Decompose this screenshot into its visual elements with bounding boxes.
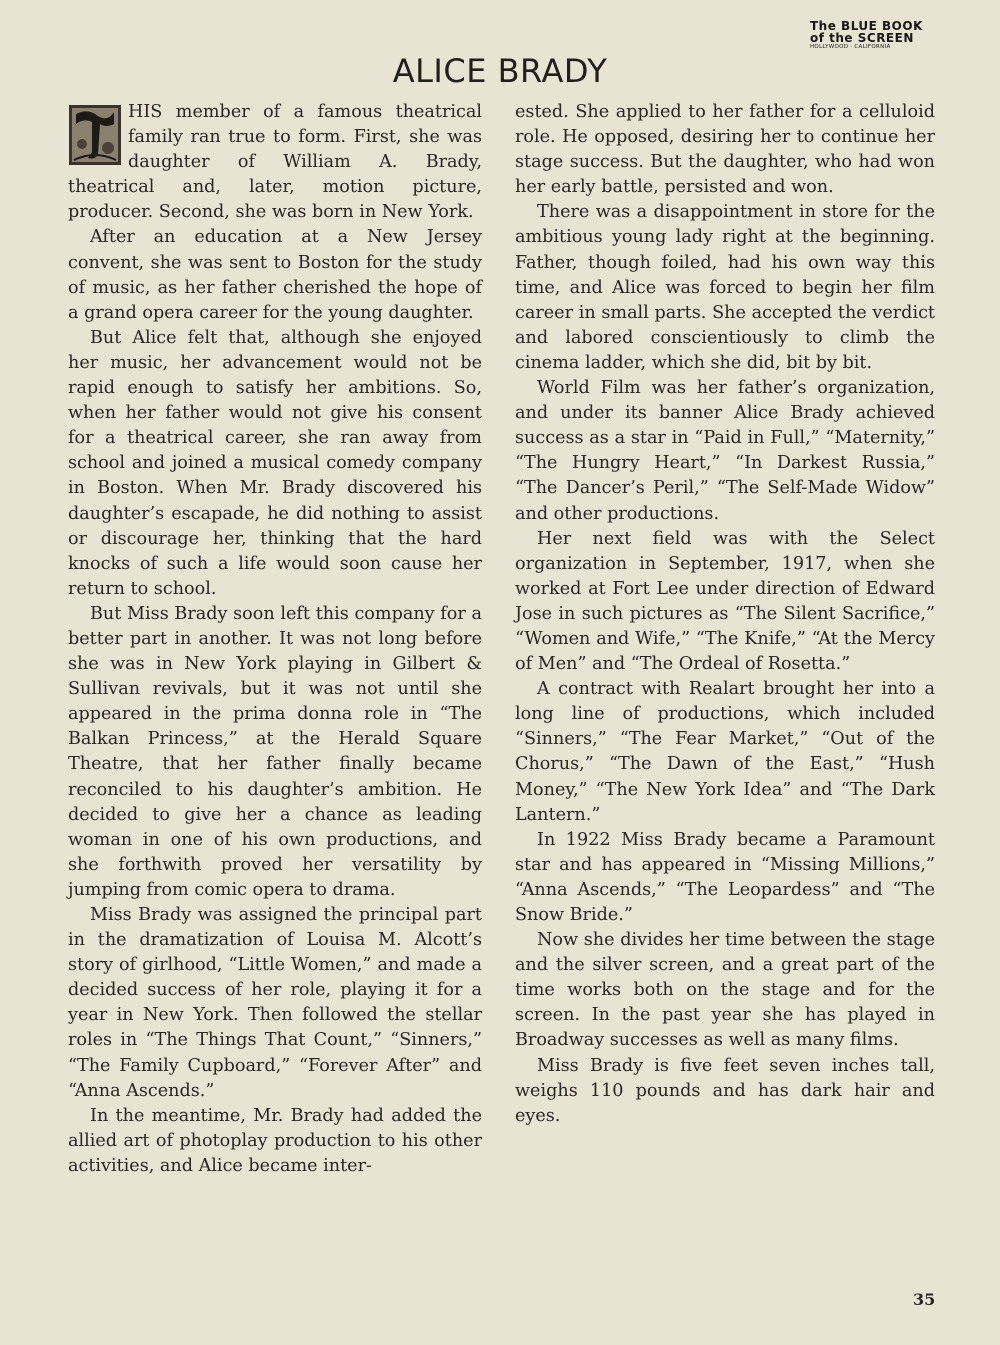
logo-line-1: The BLUE BOOK: [810, 19, 923, 33]
paragraph: But Miss Brady soon left this company for a better part in another. It was not long before she was in New York playing in Gilbert & Sullivan revivals, but it was not until she appeared in the prima donna role in “The Balkan Princess,” at the Herald Square Theatre, that her father finally became reconciled to his daughter’s ambition. He decided to give her a chance as leading woman in one of his own productions, and she forthwith proved her versatility by jumping from comic opera to drama.: [68, 603, 482, 900]
paragraph-text: HIS member of a famous theatrical family ran true to form. First, she was daughter of William A. Brady, theatrical and, later, motion picture, producer. Second, she was born in New York.: [68, 102, 482, 223]
paragraph: World Film was her father’s organization, and under its banner Alice Brady achieved success as a star in “Paid in Full,” “Maternity,” “The Hungry Heart,” “In Darkest Russia,” “The Dancer’s Peril,” “The Self-Made Widow” and other productions.: [515, 378, 935, 524]
paragraph: Her next field was with the Select organization in September, 1917, when she worked at Fort Lee under direction of Edward Jose in such pictures as “The Silent Sacrifice,” “Women and Wife,” “The Knife,” “At the Mercy of Men” and “The Ordeal of Rosetta.”: [515, 528, 935, 675]
paragraph: ested. She applied to her father for a celluloid role. He opposed, desiring her to continue her stage success. But the daughter, who had won her early battle, persisted and won.: [515, 102, 935, 198]
paragraph: There was a disappointment in store for the ambitious young lady right at the beginning. Father, though foiled, had his own way this time, and Alice was forced to begin her film career in small parts. She accepted the verdict and labored conscientiously to climb the cinema ladder, which she did, bit by bit.: [515, 202, 935, 373]
paragraph: In 1922 Miss Brady became a Paramount star and has appeared in “Missing Millions,” “Anna Ascends,” “The Leopardess” and “The Snow Bride.”: [515, 829, 935, 925]
paragraph: In the meantime, Mr. Brady had added the allied art of photoplay production to his other activities, and Alice became inter-: [68, 1105, 482, 1176]
paragraph: Miss Brady is five feet seven inches tall, weighs 110 pounds and has dark hair and eyes.: [515, 1055, 935, 1126]
paragraph: After an education at a New Jersey convent, she was sent to Boston for the study of music, as her father cherished the hope of a grand opera career for the young daughter.: [68, 227, 482, 323]
paragraph: Now she divides her time between the stage and the silver screen, and a great part of the time works both on the stage and for the screen. In the past year she has played in Broadway successes as well as many films.: [515, 930, 935, 1051]
right-column: [515, 100, 935, 1129]
logo-line-2: of the SCREEN: [810, 31, 914, 45]
page-number: 35: [913, 1290, 936, 1309]
logo-line-3: HOLLYWOOD · CALIFORNIA: [810, 44, 891, 50]
decorative-dropcap-icon: [68, 104, 122, 166]
left-column: [68, 100, 482, 1179]
paragraph: Miss Brady was assigned the principal part in the dramatization of Louisa M. Alcott’s story of girlhood, “Little Women,” and made a decided success of her role, playing it for a year in New York. Then followed the stellar roles in “The Things That Count,” “Sinners,” “The Family Cupboard,” “Forever After” and “Anna Ascends.”: [68, 905, 482, 1101]
paragraph: [68, 100, 482, 225]
paragraph: A contract with Realart brought her into a long line of productions, which included “Sinners,” “The Fear Market,” “Out of the Chorus,” “The Dawn of the East,” “Hush Money,” “The New York Idea” and “The Dark Lantern.”: [515, 679, 935, 825]
article-title: ALICE BRADY: [392, 52, 608, 90]
paragraph: But Alice felt that, although she enjoyed her music, her advancement would not be rapid enough to satisfy her ambitions. So, when her father would not give his consent for a theatrical career, she ran away from school and joined a musical comedy company in Boston. When Mr. Brady discovered his daughter’s escapade, he did nothing to assist or discourage her, thinking that the hard knocks of such a life would soon cause her return to school.: [68, 327, 482, 599]
blue-book-logo: [810, 20, 935, 51]
